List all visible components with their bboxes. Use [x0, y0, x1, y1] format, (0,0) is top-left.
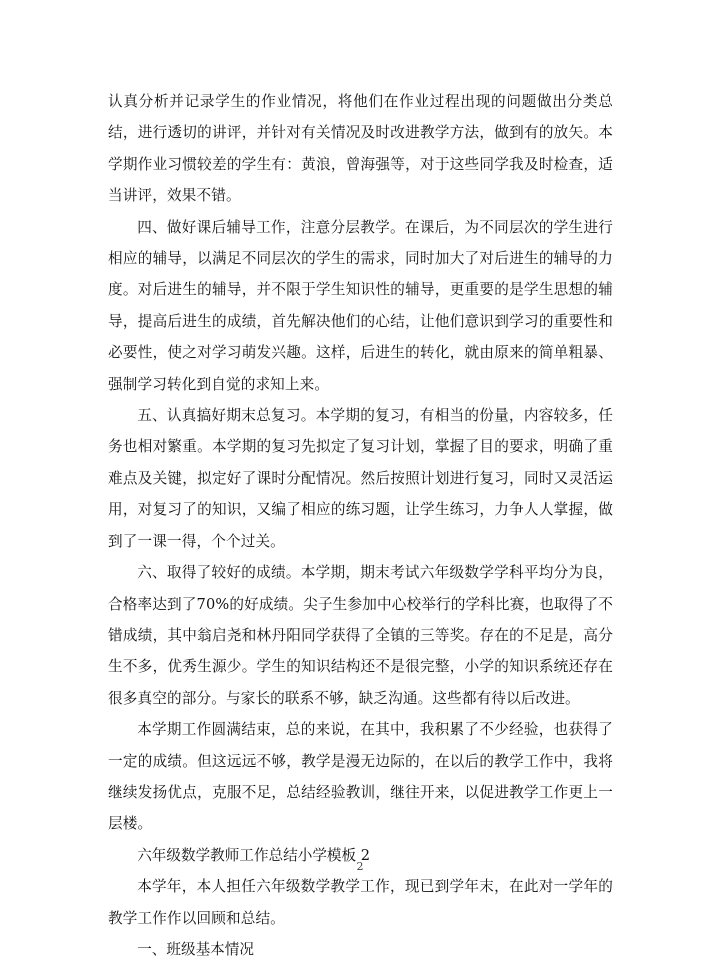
paragraph-results: 六、取得了较好的成绩。本学期，期末考试六年级数学学科平均分为良，合格率达到了70%的好成绩。尖子生参加中心校举行的学科比赛，也取得了不错成绩，其中翁启尧和林丹阳同学获得了全镇的三等奖。存在的不足是，高分生不多，优秀生源少。学生的知识结构还不是很完整，小学的知识系统还存在很多真空的部分。与家长的联系不够，缺乏沟通。这些都有待以后改进。 — [108, 564, 613, 707]
paragraph-homework-review: 认真分析并记录学生的作业情况，将他们在作业过程出现的问题做出分类总结，进行透切的讲评，并针对有关情况及时改进教学方法，做到有的放矢。本学期作业习惯较差的学生有：黄浪，曾海强等，对于这些同学我及时检查，适当讲评，效果不错。 — [108, 93, 613, 205]
paragraph-tutoring: 四、做好课后辅导工作，注意分层教学。在课后，为不同层次的学生进行相应的辅导，以满足不同层次的学生的需求，同时加大了对后进生的辅导的力度。对后进生的辅导，并不限于学生知识性的辅导，更重要的是学生思想的辅导，提高后进生的成绩，首先解决他们的心结，让他们意识到学习的重要性和必要性，使之对学习萌发兴趣。这样，后进生的转化，就由原来的简单粗暴、强制学习转化到自觉的求知上来。 — [108, 218, 613, 393]
document-body — [108, 86, 613, 965]
paragraph-conclusion: 本学期工作圆满结束，总的来说，在其中，我积累了不少经验，也获得了一定的成绩。但这远远不够，教学是漫无边际的，在以后的教学工作中，我将继续发扬优点，克服不足，总结经验教训，继往开来，以促进教学工作更上一层楼。 — [108, 721, 613, 833]
paragraph-intro: 本学年，本人担任六年级数学教学工作，现已到学年末，在此对一学年的教学工作作以回顾和总结。 — [108, 878, 613, 927]
page-number: 2 — [356, 860, 364, 873]
section-heading-class-situation: 一、班级基本情况 — [137, 940, 254, 958]
paragraph-final-review: 五、认真搞好期末总复习。本学期的复习，有相当的份量，内容较多，任务也相对繁重。本学期的复习先拟定了复习计划，掌握了目的要求，明确了重难点及关键，拟定好了课时分配情况。然后按照计划进行复习，同时又灵活运用，对复习了的知识，又编了相应的练习题，让学生练习，力争人人掌握，做到了一课一得，个个过关。 — [108, 407, 613, 550]
section-title-template-2: 六年级数学教师工作总结小学模板 2 — [137, 846, 371, 864]
